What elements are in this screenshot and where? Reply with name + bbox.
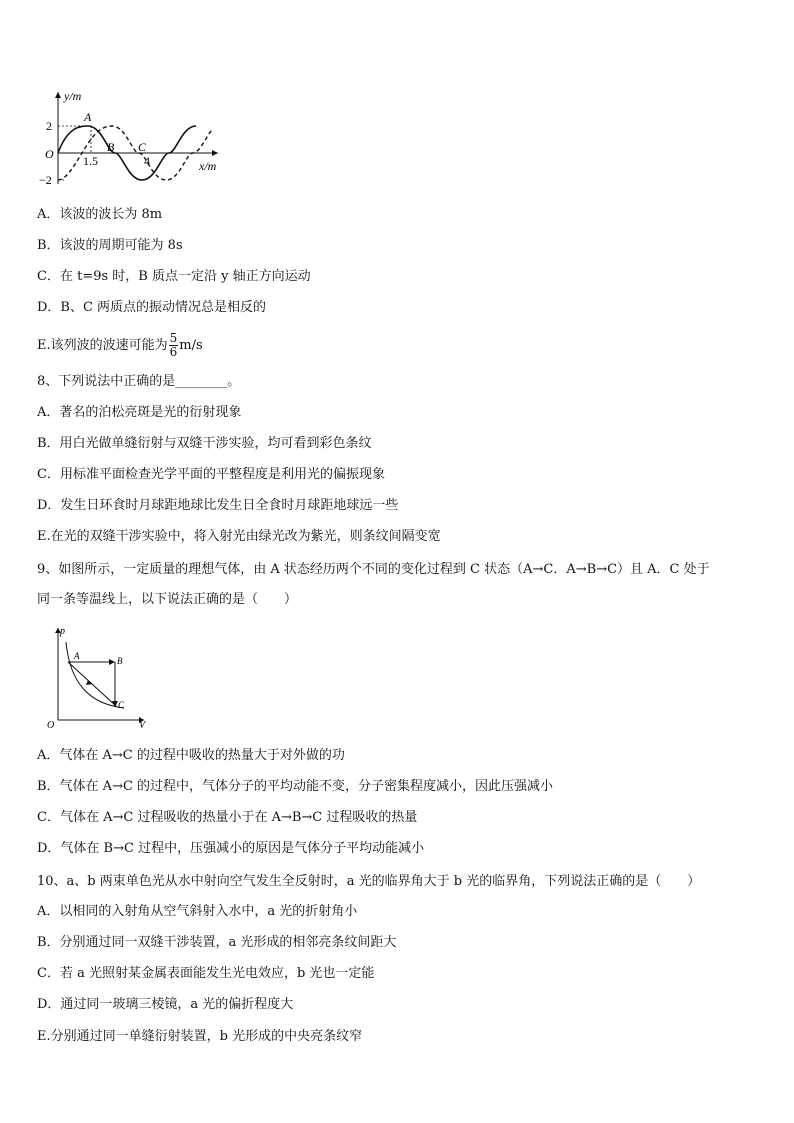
q10-option-b: B．分别通过同一双缝干涉装置，a 光形成的相邻亮条纹间距大 xyxy=(37,935,397,950)
wave-y-label: y/m xyxy=(64,89,82,103)
q8-stem: 8、下列说法中正确的是________。 xyxy=(37,374,241,389)
q7-option-e xyxy=(37,330,203,362)
wave-y-pos-tick: 2 xyxy=(46,119,52,133)
q10-option-e: E.分别通过同一单缝衍射装置，b 光形成的中央亮条纹窄 xyxy=(37,1029,363,1044)
speed-fraction xyxy=(169,332,179,359)
wave-point-c: C xyxy=(138,140,147,154)
wave-x-tick-2: 4 xyxy=(144,154,150,168)
q7-option-c: C．在 t=9s 时，B 质点一定沿 y 轴正方向运动 xyxy=(37,269,311,284)
q7-option-d: D．B、C 两质点的振动情况总是相反的 xyxy=(37,300,267,315)
wave-x-label: x/m xyxy=(199,159,217,173)
q9-option-d: D．气体在 B→C 过程中，压强减小的原因是气体分子平均动能减小 xyxy=(37,841,425,856)
pv-point-b: B xyxy=(117,656,123,666)
wave-y-neg-tick: −2 xyxy=(39,173,52,187)
pv-point-a: A xyxy=(74,651,80,661)
fraction-numerator: 5 xyxy=(169,331,178,345)
q9-stem-line1: 9、如图所示，一定质量的理想气体，由 A 状态经历两个不同的变化过程到 C 状态（A→C．A→B→C）且 A．C 处于 xyxy=(37,562,710,577)
q10-option-c: C．若 a 光照射某金属表面能发生光电效应，b 光也一定能 xyxy=(37,966,375,981)
q7-option-e-prefix: E.该列波的波速可能为 xyxy=(37,338,168,353)
pv-origin-label: O xyxy=(47,720,55,730)
wave-origin-label: O xyxy=(45,147,54,161)
pv-point-c: C xyxy=(118,700,125,710)
q8-option-e: E.在光的双缝干涉实验中，将入射光由绿光改为紫光，则条纹间隔变宽 xyxy=(37,529,441,544)
q8-option-d: D．发生日环食时月球距地球比发生日全食时月球距地球远一些 xyxy=(37,498,399,513)
pv-diagram xyxy=(44,622,154,730)
wave-graph xyxy=(36,86,226,190)
q8-option-b: B．用白光做单缝衍射与双缝干涉实验，均可看到彩色条纹 xyxy=(37,436,372,451)
wave-x-tick-1: 1.5 xyxy=(83,154,98,168)
q9-option-b: B．气体在 A→C 的过程中，气体分子的平均动能不变，分子密集程度减小，因此压强减小 xyxy=(37,779,554,794)
q9-option-a: A．气体在 A→C 的过程中吸收的热量大于对外做的功 xyxy=(37,748,345,763)
q9-stem-line2: 同一条等温线上，以下说法正确的是（ ） xyxy=(37,592,298,607)
q7-option-b: B．该波的周期可能为 8s xyxy=(37,238,183,253)
wave-point-a: A xyxy=(84,110,92,124)
pv-v-label: V xyxy=(139,720,146,730)
fraction-denominator: 6 xyxy=(169,345,178,359)
q8-option-c: C．用标准平面检查光学平面的平整程度是利用光的偏振现象 xyxy=(37,467,385,482)
q10-option-d: D．通过同一玻璃三棱镜，a 光的偏折程度大 xyxy=(37,997,294,1012)
wave-point-b: B xyxy=(107,140,115,154)
q8-option-a: A．著名的泊松亮斑是光的衍射现象 xyxy=(37,405,242,420)
pv-p-label: p xyxy=(60,626,65,637)
q7-option-e-suffix: m/s xyxy=(179,338,203,353)
q10-option-a: A．以相同的入射角从空气斜射入水中，a 光的折射角小 xyxy=(37,904,358,919)
q10-stem: 10、a、b 两束单色光从水中射向空气发生全反射时，a 光的临界角大于 b 光的临界角，下列说法正确的是（ ） xyxy=(37,874,701,889)
q7-option-a: A．该波的波长为 8m xyxy=(37,207,163,222)
q9-option-c: C．气体在 A→C 过程吸收的热量小于在 A→B→C 过程吸收的热量 xyxy=(37,810,418,825)
